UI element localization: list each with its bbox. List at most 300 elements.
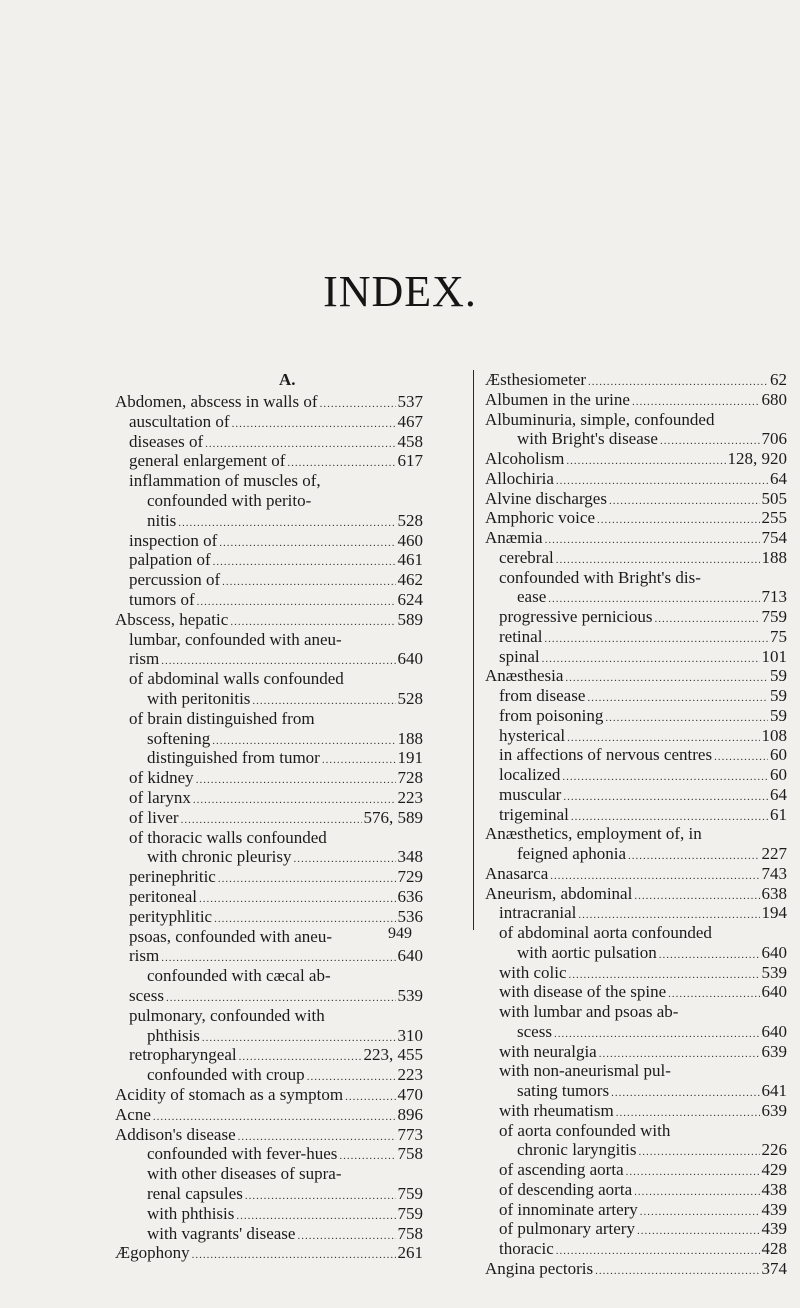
entry-page: 374 [761,1258,787,1278]
index-entry [499,1239,787,1259]
entry-term: softening [147,728,211,748]
entry-term: Allochiria [485,468,554,488]
column-divider [473,370,474,930]
dot-leader [550,866,759,884]
entry-term: with Bright's disease [517,429,658,449]
index-entry [499,1042,787,1062]
index-entry [147,1164,423,1184]
entry-term: tumors of [129,590,195,609]
index-entry [485,489,787,509]
entry-term: from poisoning [499,705,604,725]
entry-term: of ascending aorta [499,1160,624,1179]
entry-term: of aorta confounded with [499,1120,671,1140]
dot-leader [597,510,760,528]
index-entry [147,1204,423,1224]
entry-page: 191 [397,748,423,768]
dot-leader [588,372,768,390]
entry-term: with peritonitis [147,689,251,708]
entry-page: 255 [761,508,787,528]
index-entry [485,410,787,430]
index-entry [147,1026,423,1046]
index-entry [485,824,787,844]
entry-page: 60 [770,745,787,765]
dot-leader [202,1028,396,1046]
dot-leader [562,767,768,785]
index-entry [485,508,787,528]
entry-page: 754 [761,528,787,547]
entry-page: 773 [397,1124,423,1144]
entry-page: 62 [770,370,787,389]
entry-page: 640 [761,942,787,962]
entry-page: 624 [397,590,423,609]
entry-term: phthisis [147,1025,200,1045]
entry-term: Ægophony [115,1243,190,1263]
index-entry [499,745,787,765]
index-entry [499,726,787,746]
entry-term: auscultation of [129,411,230,431]
entry-page: 758 [397,1144,423,1164]
entry-term: with neuralgia [499,1041,597,1061]
dot-leader [193,790,396,808]
dot-leader [212,731,395,749]
entry-page: 536 [397,906,423,926]
index-entry [485,449,787,469]
entry-term: confounded with croup [147,1065,305,1085]
index-entry [129,887,423,907]
entry-term: of pulmonary artery [499,1219,635,1239]
entry-page: 539 [761,962,787,982]
index-entry [129,709,423,729]
index-entry [129,669,423,689]
index-entry [499,1219,787,1239]
entry-term: Alvine discharges [485,488,607,508]
entry-term: pulmonary, confounded with [129,1005,325,1025]
dot-leader [196,770,396,788]
entry-page: 429 [761,1160,787,1179]
entry-term: with chronic pleurisy [147,847,292,867]
dot-leader [554,1024,760,1042]
dot-leader [218,869,396,887]
dot-leader [238,1127,396,1145]
entry-term: cerebral [499,547,554,567]
entry-page: 59 [770,666,787,686]
entry-term: with rheumatism [499,1100,614,1120]
entry-term: of brain distinguished from [129,708,315,728]
dot-leader [320,394,396,412]
index-entry [115,1125,423,1145]
entry-page: 505 [761,488,787,508]
entry-term: nitis [147,510,177,530]
index-entry [115,1105,423,1125]
entry-term: thoracic [499,1239,554,1258]
entry-term: Anæsthesia [485,666,564,686]
dot-leader [236,1206,395,1224]
entry-term: of thoracic walls confounded [129,827,327,847]
dot-leader [205,434,395,452]
dot-leader [166,988,396,1006]
dot-leader [199,889,396,907]
entry-term: Aneurism, abdominal [485,883,633,903]
entry-term: confounded with perito- [147,491,312,510]
dot-leader [637,1221,760,1239]
entry-term: lumbar, confounded with aneu- [129,629,342,649]
index-entry [129,570,423,590]
dot-leader [578,905,759,923]
entry-term: intracranial [499,903,577,923]
index-entry [517,943,787,963]
entry-term: ease [517,587,547,607]
index-entry [115,1085,423,1105]
dot-leader [556,550,760,568]
index-entry [129,1045,423,1065]
entry-page: 528 [397,689,423,708]
entry-page: 194 [761,903,787,923]
index-entry [147,847,423,867]
dot-leader [567,728,759,746]
index-entry [499,903,787,923]
dot-leader [222,572,395,590]
entry-page: 59 [770,705,787,725]
index-entry [129,808,423,828]
entry-page: 64 [770,784,787,804]
entry-term: diseases of [129,431,204,451]
entry-page: 310 [397,1025,423,1045]
dot-leader [297,1226,395,1244]
entry-page: 64 [770,468,787,488]
dot-leader [239,1047,362,1065]
dot-leader [556,1241,760,1259]
dot-leader [252,691,395,709]
dot-leader [654,609,759,627]
index-entry [115,392,423,412]
index-entry [115,610,423,630]
index-entry [129,649,423,669]
index-entry [499,647,787,667]
dot-leader [609,491,760,509]
index-entry [115,1243,423,1263]
index-entry [147,729,423,749]
entry-page: 439 [761,1219,787,1239]
index-entry [499,785,787,805]
entry-page: 640 [397,649,423,669]
entry-page: 713 [761,587,787,607]
entry-term: distinguished from tumor [147,748,320,768]
entry-page: 537 [397,392,423,411]
entry-term: with vagrants' disease [147,1223,296,1243]
entry-term: of descending aorta [499,1179,633,1199]
entry-term: rism [129,946,160,966]
dot-leader [626,1162,760,1180]
entry-page: 461 [397,550,423,570]
entry-term: muscular [499,784,562,804]
entry-page: 728 [397,768,423,788]
entry-term: with disease of the spine [499,982,667,1002]
entry-page: 589 [397,609,423,629]
dot-leader [565,668,768,686]
entry-page: 428 [761,1239,787,1258]
entry-page: 576, 589 [363,807,423,827]
dot-leader [616,1103,760,1121]
index-entry [129,531,423,551]
entry-term: confounded with Bright's dis- [499,567,701,587]
entry-term: Albumen in the urine [485,389,630,409]
dot-leader [287,453,395,471]
index-entry [147,1065,423,1085]
dot-leader [542,649,760,667]
entry-term: Alcoholism [485,449,565,468]
entry-page: 641 [761,1081,787,1100]
entry-term: in affections of nervous centres [499,745,713,765]
index-entry [129,412,423,432]
dot-leader [638,1142,759,1160]
index-entry [147,511,423,531]
entry-term: rism [129,649,160,669]
dot-leader [611,1083,759,1101]
index-entry [129,471,423,491]
index-entry [499,627,787,647]
entry-page: 348 [397,847,423,867]
dot-leader [634,886,759,904]
entry-term: Angina pectoris [485,1258,594,1278]
entry-page: 462 [397,570,423,590]
index-entry [147,1144,423,1164]
entry-term: localized [499,765,561,784]
entry-page: 638 [761,883,787,903]
dot-leader [628,846,759,864]
entry-page: 470 [397,1085,423,1104]
entry-term: with lumbar and psoas ab- [499,1002,679,1021]
dot-leader [339,1146,395,1164]
entry-page: 75 [770,626,787,646]
entry-term: feigned aphonia [517,844,627,863]
dot-leader [660,431,760,449]
entry-term: psoas, confounded with aneu- [129,926,333,946]
index-entry [517,429,787,449]
entry-term: of innominate artery [499,1199,638,1219]
entry-term: peritoneal [129,887,197,906]
entry-term: with phthisis [147,1203,235,1223]
entry-page: 223 [397,1065,423,1085]
index-entry [129,768,423,788]
entry-page: 188 [761,547,787,567]
entry-term: perinephritic [129,867,216,887]
dot-leader [245,1186,396,1204]
entry-term: Acne [115,1104,151,1124]
entry-page: 706 [761,429,787,449]
index-entry [499,706,787,726]
index-entry [499,1200,787,1220]
entry-page: 458 [397,431,423,451]
dot-leader [232,414,396,432]
entry-page: 639 [761,1100,787,1120]
entry-term: renal capsules [147,1184,243,1203]
index-entry [129,1006,423,1026]
entry-page: 759 [397,1203,423,1223]
entry-page: 758 [397,1223,423,1243]
entry-page: 60 [770,765,787,784]
dot-leader [544,629,768,647]
entry-page: 128, 920 [727,449,787,468]
entry-term: scess [129,986,164,1005]
entry-page: 640 [397,946,423,966]
entry-term: Albuminuria, simple, confounded [485,409,715,429]
index-entry [499,805,787,825]
entry-term: with colic [499,962,567,982]
entry-term: of abdominal aorta confounded [499,923,712,942]
entry-term: Anasarca [485,863,549,883]
dot-leader [632,392,760,410]
index-entry [485,1259,787,1279]
entry-term: palpation of [129,550,211,570]
entry-page: 729 [397,867,423,887]
entry-term: of larynx [129,788,191,807]
dot-leader [587,688,768,706]
dot-leader [545,530,760,548]
dot-leader [307,1067,396,1085]
entry-page: 759 [397,1184,423,1203]
entry-term: Abdomen, abscess in walls of [115,392,318,411]
index-entry [499,686,787,706]
index-entry [517,1140,787,1160]
index-entry [499,1160,787,1180]
entry-term: scess [517,1021,552,1041]
dot-leader [192,1245,396,1263]
entry-term: spinal [499,646,540,666]
dot-leader [714,747,768,765]
index-entry [129,788,423,808]
dot-leader [566,451,725,469]
index-entry [499,607,787,627]
dot-leader [634,1182,759,1200]
entry-term: retropharyngeal [129,1045,237,1065]
entry-term: percussion of [129,570,221,590]
dot-leader [659,945,760,963]
entry-page: 896 [397,1104,423,1124]
dot-leader [605,708,768,726]
index-entry [485,390,787,410]
entry-term: of kidney [129,768,194,788]
dot-leader [161,651,395,669]
entry-page: 617 [397,451,423,471]
entry-term: of liver [129,807,179,827]
index-entry [499,1180,787,1200]
dot-leader [230,612,395,630]
index-entry [499,1002,787,1022]
entry-page: 223 [397,788,423,807]
entry-term: from disease [499,686,586,705]
index-entry [517,587,787,607]
index-entry [499,568,787,588]
index-entry [129,986,423,1006]
entry-term: Amphoric voice [485,508,595,528]
entry-page: 261 [397,1243,423,1263]
entry-term: confounded with cæcal ab- [147,966,331,986]
entry-page: 438 [761,1179,787,1199]
index-entry [517,844,787,864]
index-entry [485,666,787,686]
dot-leader [569,965,760,983]
index-entry [147,1224,423,1244]
index-entry [129,907,423,927]
dot-leader [556,471,768,489]
index-entry [499,982,787,1002]
entry-page: 640 [761,982,787,1002]
entry-term: Anæmia [485,528,543,547]
dot-leader [345,1087,395,1105]
entry-term: trigeminal [499,804,569,824]
entry-page: 108 [761,725,787,745]
entry-term: retinal [499,626,543,646]
entry-term: with non-aneurismal pul- [499,1061,671,1081]
entry-term: sating tumors [517,1081,610,1100]
entry-term: of abdominal walls confounded [129,669,344,689]
index-entry [499,963,787,983]
entry-term: confounded with fever-hues [147,1144,338,1164]
dot-leader [161,948,395,966]
entry-page: 528 [397,510,423,530]
dot-leader [219,533,395,551]
entry-page: 61 [770,804,787,824]
dot-leader [178,513,395,531]
index-entry [147,689,423,709]
index-entry [129,590,423,610]
dot-leader [181,810,362,828]
index-entry [129,946,423,966]
index-entry [485,370,787,390]
entry-page: 539 [397,986,423,1005]
index-entry [499,1121,787,1141]
entry-term: Abscess, hepatic [115,609,229,629]
section-letter: A. [279,370,296,389]
entry-page: 639 [761,1041,787,1061]
dot-leader [571,807,768,825]
entry-page: 759 [761,607,787,626]
index-entry [147,966,423,986]
entry-page: 680 [761,389,787,409]
entry-term: Acidity of stomach as a symptom [115,1085,344,1104]
entry-term: perityphlitic [129,906,213,926]
entry-term: inspection of [129,530,218,550]
index-entry [485,469,787,489]
entry-page: 640 [761,1021,787,1041]
dot-leader [213,552,396,570]
entry-term: inflammation of muscles of, [129,471,321,491]
entry-page: 460 [397,530,423,550]
dot-leader [563,787,768,805]
page-number: 949 [388,925,412,942]
dot-leader [595,1261,759,1279]
index-entry [517,1022,787,1042]
dot-leader [668,984,759,1002]
index-entry [129,451,423,471]
index-entry [129,828,423,848]
index-entry [147,748,423,768]
index-entry [129,432,423,452]
dot-leader [548,589,759,607]
entry-term: hysterical [499,725,566,745]
entry-page: 467 [397,411,423,431]
index-entry [485,884,787,904]
dot-leader [153,1107,396,1125]
index-entry [499,1061,787,1081]
dot-leader [599,1044,760,1062]
index-entry [147,1184,423,1204]
entry-page: 226 [761,1140,787,1160]
entry-page: 227 [761,844,787,863]
dot-leader [640,1202,760,1220]
entry-term: progressive pernicious [499,607,653,626]
entry-term: with other diseases of supra- [147,1164,342,1184]
